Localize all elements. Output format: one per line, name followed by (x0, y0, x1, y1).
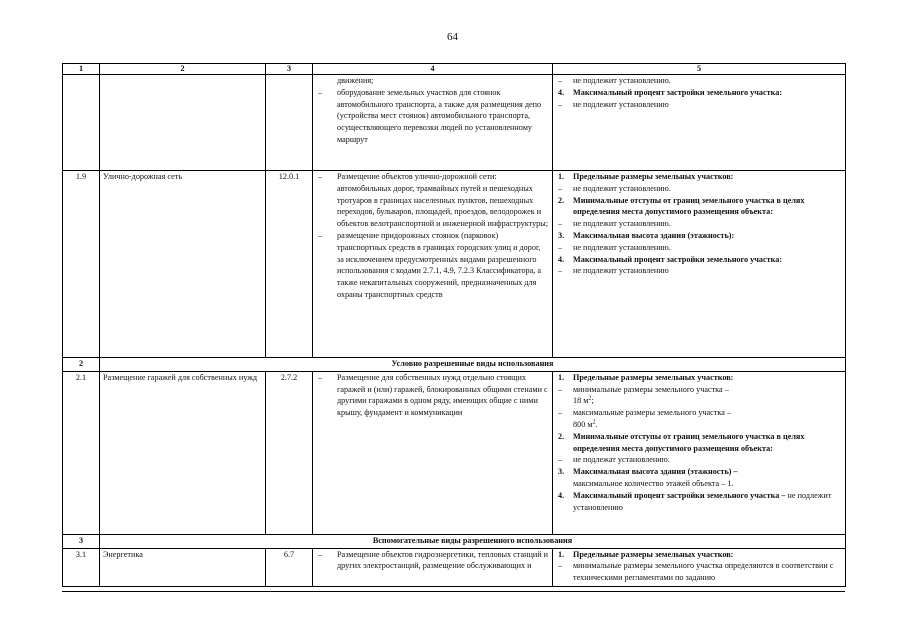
footer-divider (62, 591, 845, 592)
param-value: – не подлежит установлению. (556, 218, 842, 230)
row-number: 1.9 (63, 171, 100, 358)
param-value: – не подлежит установлению. (556, 75, 842, 87)
table-row-2-1 (63, 371, 846, 534)
row-name: Энергетика (100, 548, 266, 586)
param-value: – не подлежит установлению (556, 99, 842, 111)
header-col-4: 4 (313, 64, 553, 75)
param-value: – не подлежит установлению. (556, 183, 842, 195)
header-col-3: 3 (266, 64, 313, 75)
use-list (316, 549, 549, 573)
table-row-3-1 (63, 548, 846, 586)
param-heading: 3. Максимальная высота здания (этажность): (558, 230, 735, 240)
cell-uses (313, 171, 553, 358)
cell-name (100, 75, 266, 171)
param-value-cont: максимальное количество этажей объекта – 1. (573, 478, 734, 488)
cell-params (553, 75, 846, 171)
param-heading: 2. Минимальные отступы от границ земельного участка в целях определения места допустимого размещения объекта: (558, 195, 805, 217)
param-value-cont: 800 $м^2$. (573, 419, 598, 429)
param-heading: 2. Минимальные отступы от границ земельного участка в целях определения места допустимого размещения объекта: (558, 431, 805, 453)
param-heading: 1. Предельные размеры земельных участков: (558, 372, 734, 382)
use-item: – Размещение объектов улично-дорожной сети: автомобильных дорог, трамвайных путей и пешеходных тротуаров в границах населенных пунктов, пешеходных переходов, бульваров, площадей, проездов, велодорожек и объектов велотранспортной и инженерной инфраструктуры; (316, 171, 549, 230)
cell-params (553, 548, 846, 586)
cell-uses (313, 548, 553, 586)
section-row-3 (63, 534, 846, 548)
row-number: 2.1 (63, 371, 100, 534)
use-list (316, 87, 549, 146)
param-value: – не подлежит установлению (556, 265, 842, 277)
section-number: 3 (63, 534, 100, 548)
table-row-1-9 (63, 171, 846, 358)
param-heading: 1. Предельные размеры земельных участков: (558, 172, 734, 181)
param-value: – не подлежат установлению. (556, 454, 842, 466)
cell-code (266, 75, 313, 171)
row-name: Улично-дорожная сеть (100, 171, 266, 358)
use-text: движения; (337, 76, 374, 85)
page-number: 64 (447, 31, 458, 43)
param-value-cont: 18 $м^2$; (573, 395, 594, 406)
header-col-2: 2 (100, 64, 266, 75)
use-list (316, 171, 549, 301)
cell-uses (313, 371, 553, 534)
row-code: 12.0.1 (266, 171, 313, 358)
use-item: – Размещение объектов гидроэнергетики, тепловых станций и других электростанций, размещение обслуживающих и (316, 549, 549, 573)
cell-params (553, 371, 846, 534)
params-list (556, 549, 842, 584)
use-list (316, 372, 549, 419)
header-col-1: 1 (63, 64, 100, 75)
param-value: – не подлежит установлению. (556, 242, 842, 254)
section-title: Вспомогательные виды разрешенного использования (100, 534, 846, 548)
table-header-row (63, 64, 846, 75)
row-code: 6.7 (266, 548, 313, 586)
param-heading: 3. Максимальная высота здания (этажность) – (558, 467, 738, 477)
param-heading: 1. Предельные размеры земельных участков: (558, 549, 734, 559)
row-code: 2.7.2 (266, 371, 313, 534)
param-heading: 4. Максимальный процент застройки земельного участка – не подлежит установлению (558, 490, 832, 512)
row-number: 3.1 (63, 548, 100, 586)
params-list (556, 171, 842, 277)
param-heading: 4. Максимальный процент застройки земельного участка: (558, 254, 783, 264)
table-row-continuation (63, 75, 846, 171)
params-list (556, 75, 842, 110)
cell-num (63, 75, 100, 171)
land-use-table (62, 63, 846, 587)
param-value: – минимальные размеры земельного участка определяются в соответствии с техническими регламентами по заданию (556, 560, 842, 584)
param-value: – минимальные размеры земельного участка – (556, 384, 842, 396)
param-value: – максимальные размеры земельного участка – (556, 407, 842, 419)
use-item: – размещение придорожных стоянок (парковок) транспортных средств в границах городских улиц и дорог, за исключением предусмотренных видами разрешенного использования с кодами 2.7.1, 4.9, 7.2.3 Классификатора, а также некапитальных сооружений, предназначенных для охраны транспортных средств (316, 230, 549, 301)
section-row-2 (63, 358, 846, 372)
section-number: 2 (63, 358, 100, 372)
section-title: Условно разрешенные виды использования (100, 358, 846, 372)
row-name: Размещение гаражей для собственных нужд (100, 371, 266, 534)
header-col-5: 5 (553, 64, 846, 75)
use-item: – оборудование земельных участков для стоянок автомобильного транспорта, а также для размещения депо (устройства мест стоянок) автомобильного транспорта, осуществляющего перевозки людей по установленному маршрут (316, 87, 549, 146)
use-item: – Размещение для собственных нужд отдельно стоящих гаражей и (или) гаражей, блокированных общими стенами с другими гаражами в одном ряду, имеющих общие с ними крышу, фундамент и коммуникации (316, 372, 549, 419)
param-heading: 4. Максимальный процент застройки земельного участка: (558, 87, 783, 97)
cell-uses (313, 75, 553, 171)
cell-params (553, 171, 846, 358)
params-list (556, 372, 842, 514)
